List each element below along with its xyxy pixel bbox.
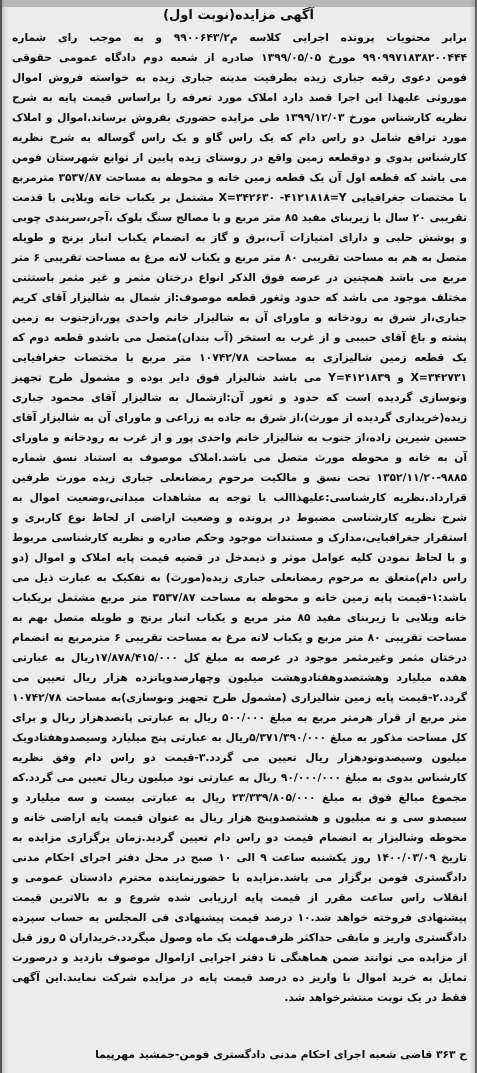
notice-footer: ح ۳۶۳ قاضی شعبه اجرای احکام مدنی دادگستری فومن-جمشید مهرپیما: [95, 1048, 467, 1061]
notice-title: آگهی مزایده(نوبت اول): [163, 8, 314, 23]
left-page-edge: [2, 0, 9, 1073]
notice-body: برابر محتویات پرونده اجرایی کلاسه م۹۹۰۰۶۴۳/۲ و به موجب رای شماره ۹۹۰۹۹۷۱۸۳۸۲۰۰۴۴۴ مورخ ۱۳۹۹/۰۵/۰۵ صادره از شعبه دوم دادگاه عمومی حقوقی فومن دعوی رقیه جباری زیده بطرفیت مدینه جباری زیده به خواسته فروش اموال موروثی علیهذا این اجرا قصد دارد املاک مورد تعرفه را براساس قیمت پایه به شرح نظریه کارشناس مورخ ۱۳۹۹/۱۲/۰۳ طی مزایده حضوری بفروش برساند.اموال و املاک مورد ترافع شامل دو راس دام که یک راس گاو و یک راس گوساله به شرح نظریه کارشناس بدوی و دوقطعه زمین واقع در روستای زیده پایین از توابع شهرستان فومن می باشد که قطعه اول آن یک قطعه زمین خانه و محوطه به مساحت ۳۵۳۷/۸۷ مترمربع با مختصات جغرافیایی X=۳۴۲۶۳۰ -۴۱۲۱۸۱۸=Y مشتمل بر یکباب خانه ویلایی با قدمت تقریبی ۲۰ سال با زیربنای مفید ۸۵ متر مربع و با مصالح سنگ بلوک ،آجر،سربندی چوبی و پوشش حلبی و دارای امتیازات آب،برق و گاز به انضمام یکباب انبار برنج و طویله متصل به هم به مساحت تقریبی ۸۰ متر مربع و یکباب لانه مرغ به مساحت تقریبی ۶ متر مربع می باشد همچنین در عرصه فوق الذکر انواع درختان مثمر و غیر مثمر باستثنی مختلف موجود می باشد که حدود وثغور قطعه موصوف:از شمال به شالیزار آقای کریم جباری،از شرق به رودخانه و ماورای آن به شالیزار خانم واحدی پور،ازجنوب به زمین پشته و باغ آقای حبیبی و از غرب به استخر (آب بندان)متصل می باشدو قطعه دوم که یک قطعه زمین شالیزاری به مساحت ۱۰۷۴۲/۷۸ متر مربع با مختصات جغرافیایی X=۳۴۲۷۳۱ و ۴۱۲۱۸۳۹=Y می باشد شالیزار فوق دایر بوده و مشمول طرح تجهیز ونوسازی گردیده است که حدود و ثغور آن:ازشمال به شالیزار آقای محمود جباری زیده(خریداری گردیده از مورث)،از شرق به جاده به زراعی و ماورای آن به شالیزار آقای حسین شیرین زاده،از جنوب به شالیزار خانم واحدی پور و از غرب به رودخانه و ماورای آن به خانه و محوطه مورث متصل می باشد.املاک موصوف به استناد نسق شماره ۹۸۸۵-۱۳۵۲/۱۱/۲۰ تحت نسق و مالکیت مرحوم رمضانعلی جباری زیده مورث طرفین قرارداد.نظریه کارشناسی:علیهذاالب با توجه به مشاهدات میدانی،وضعیت اموال به شرح نظریه کارشناسی مضبوط در پرونده و وضعیت اراضی از لحاظ نوع کاربری و استقرار جغرافیایی،مدارک و مستندات موجود وحکم صادره و نظریه کارشناسی مربوط و با لحاظ نمودن کلیه عوامل موثر و ذیمدخل در قضیه قیمت پایه املاک و اموال (دو راس دام)متعلق به مرحوم رمضانعلی جباری زیده(مورث) به تفکیک به عبارت ذیل می باشد:۱-قیمت پایه زمین خانه و محوطه به مساحت ۳۵۳۷/۸۷ متر مربع مشتمل بریکباب خانه ویلایی با زیربنای مفید ۸۵ متر مربع و یکباب انبار برنج و طویله متصل بهم به مساحت تقریبی ۸۰ متر مربع و یکباب لانه مرغ به مساحت تقریبی ۶ مترمربع به انضمام درختان مثمر وغیرمثمر موجود در عرصه به مبلغ کل ۱۷/۸۷۸/۴۱۵/۰۰۰ریال به عبارتی هفده میلیارد وهشتصدوهفتادوهشت میلیون وچهارصدوپانزده هزار ریال تعیین می گردد.۲-قیمت پایه زمین شالیزاری (مشمول طرح تجهیز ونوسازی)به مساحت ۱۰۷۴۲/۷۸ متر مربع از قرار هرمتر مربع به مبلغ ۵۰۰/۰۰۰ ریال به عبارتی پانصدهزار ریال و برای کل مساحت مذکور به مبلغ ۵/۳۷۱/۳۹۰/۰۰۰ریال به عبارتی پنج میلیارد وسیصدوهفتادویک میلیون وسیصدونودهزار ریال تعیین می گردد.۳-قیمت دو راس دام وفق نظریه کارشناس بدوی به مبلغ ۹۰/۰۰۰/۰۰۰ ریال به عبارتی نود میلیون ریال تعیین می گردد.که مجموع مبالغ فوق به مبلغ ۲۳/۳۳۹/۸۰۵/۰۰۰ ریال به عبارتی بیست و سه میلیارد و سیصدو سی و نه میلیون و هشتصدوپنج هزار ریال به عنوان قیمت پایه اراضی خانه و محوطه وشالیزار به انضمام قیمت دو راس دام تعیین گردید.زمان برگزاری مزایده به تاریخ ۱۴۰۰/۰۳/۰۹ روز یکشنبه ساعت ۹ الی ۱۰ صبح در محل دفتر اجرای احکام مدنی دادگستری فومن برگزار می باشد.مزایده با حضورنماینده محترم دادستان عمومی و انقلاب راس ساعت مقرر از قیمت پایه ارزیابی شده شروع و به بالاترین قیمت پیشنهادی فروخته خواهد شد.۱۰ درصد قیمت پیشنهادی فی المجلس به حساب سپرده دادگستری واریز و مابقی حداکثر ظرف‌مهلت یک ماه وصول میگردد.خریداران ۵ روز قبل از مزایده می توانند ضمن هماهنگی تا دفتر اجرایی ازاموال موصوف بازدید و درصورت تمایل به خرید اموال با واریز ده درصد قیمت پایه در مزایده شرکت نمایند.این آگهی فقط در یک نوبت منتشرخواهد شد.: [12, 31, 468, 1004]
top-margin-strip: [2, 0, 475, 7]
right-page-edge: [470, 0, 475, 1073]
